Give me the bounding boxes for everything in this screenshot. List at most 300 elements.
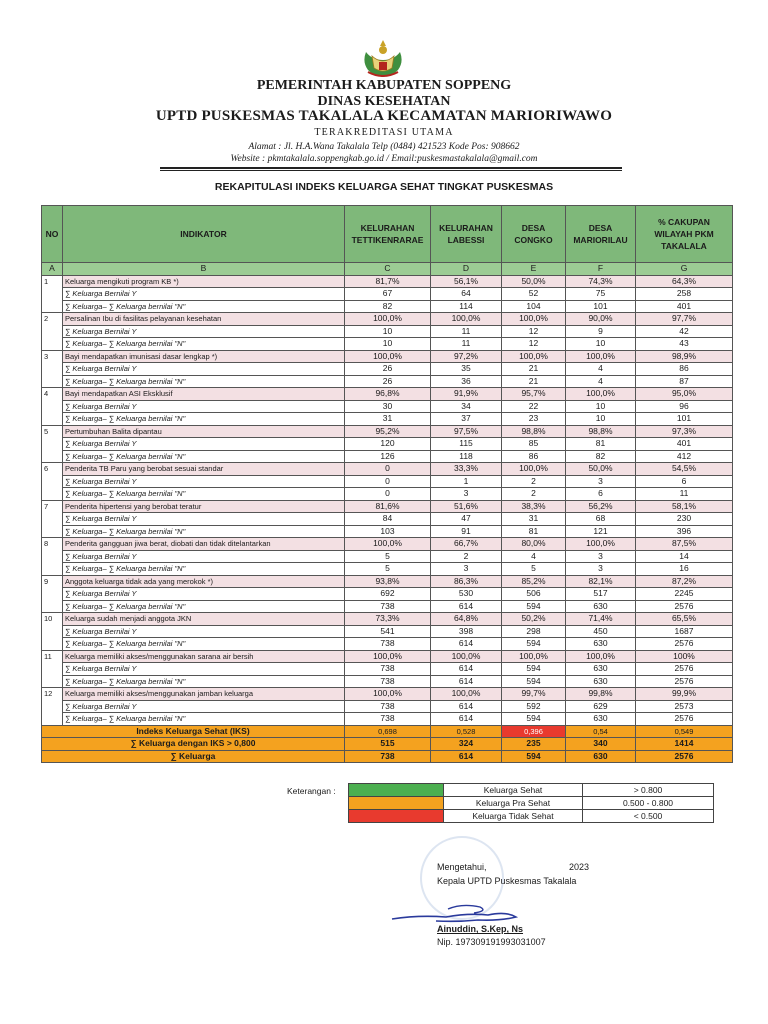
count-n-cell: 114 <box>431 300 502 313</box>
indicator-percent-cell: 95,0% <box>636 388 733 401</box>
count-y-cell: 86 <box>636 363 733 376</box>
count-y-cell: 3 <box>566 475 636 488</box>
count-y-cell: 630 <box>566 663 636 676</box>
indicator-name: Bayi mendapatkan ASI Eksklusif <box>63 388 345 401</box>
count-n-cell: 10 <box>566 338 636 351</box>
indicator-number: 4 <box>42 388 63 426</box>
indicator-percent-cell: 100,0% <box>345 538 431 551</box>
iks-recap-table <box>41 205 733 763</box>
indicator-percent-cell: 96,8% <box>345 388 431 401</box>
legend-range: > 0.800 <box>583 784 714 797</box>
indicator-percent-cell: 98,8% <box>566 425 636 438</box>
count-y-cell: 4 <box>502 550 566 563</box>
count-y-cell: 81 <box>566 438 636 451</box>
count-n-cell: 82 <box>345 300 431 313</box>
count-y-cell: 614 <box>431 663 502 676</box>
indicator-name: Keluarga memiliki akses/menggunakan jamban keluarga <box>63 688 345 701</box>
indicator-percent-cell: 99,8% <box>566 688 636 701</box>
count-n-row <box>42 563 733 576</box>
summary-value-cell: 594 <box>502 750 566 763</box>
soppeng-regency-emblem-icon <box>358 38 408 80</box>
count-y-cell: 2576 <box>636 663 733 676</box>
legend-swatch <box>349 797 444 810</box>
table-body <box>42 263 733 763</box>
count-n-cell: 594 <box>502 638 566 651</box>
count-n-cell: 614 <box>431 600 502 613</box>
indicator-percent-cell: 87,2% <box>636 575 733 588</box>
summary-value-cell: 630 <box>566 750 636 763</box>
count-n-cell: 738 <box>345 675 431 688</box>
count-y-cell: 629 <box>566 700 636 713</box>
summary-value-cell: 0,698 <box>345 725 431 738</box>
letterhead-institution: UPTD PUSKESMAS TAKALALA KECAMATAN MARIORIWAWO <box>155 108 613 124</box>
letter-cell: A <box>42 263 63 276</box>
count-n-cell: 3 <box>566 563 636 576</box>
count-n-row <box>42 300 733 313</box>
count-n-cell: 738 <box>345 638 431 651</box>
signature-known: Mengetahui, <box>437 862 487 872</box>
indicator-percent-cell: 54,5% <box>636 463 733 476</box>
letterhead-accreditation: TERAKREDITASI UTAMA <box>314 127 454 138</box>
header-col-d: KELURAHAN LABESSI <box>431 206 502 263</box>
indicator-number: 1 <box>42 275 63 313</box>
indicator-percent-cell: 87,5% <box>636 538 733 551</box>
legend-row <box>349 810 714 823</box>
indicator-percent-cell: 82,1% <box>566 575 636 588</box>
count-n-cell: 614 <box>431 675 502 688</box>
count-y-cell: 594 <box>502 663 566 676</box>
letterhead-government: PEMERINTAH KABUPATEN SOPPENG <box>256 78 512 93</box>
indicator-name: Keluarga memiliki akses/menggunakan sarana air bersih <box>63 650 345 663</box>
count-n-row <box>42 488 733 501</box>
letter-cell: G <box>636 263 733 276</box>
indicator-number: 2 <box>42 313 63 351</box>
indicator-number: 7 <box>42 500 63 538</box>
count-n-cell: 412 <box>636 450 733 463</box>
count-y-row <box>42 288 733 301</box>
count-n-label: ∑ Keluarga– ∑ Keluarga bernilai "N" <box>63 488 345 501</box>
count-y-label: ∑ Keluarga Bernilai Y <box>63 513 345 526</box>
count-y-cell: 22 <box>502 400 566 413</box>
count-y-cell: 31 <box>502 513 566 526</box>
count-y-row <box>42 625 733 638</box>
indicator-percent-cell: 100,0% <box>502 350 566 363</box>
count-n-cell: 2576 <box>636 600 733 613</box>
indicator-row <box>42 500 733 513</box>
letterhead-website: Website : pkmtakalala.soppengkab.go.id / Email:puskesmastakalala@gmail.com <box>230 154 538 164</box>
summary-value-cell: 738 <box>345 750 431 763</box>
count-n-cell: 104 <box>502 300 566 313</box>
count-y-cell: 530 <box>431 588 502 601</box>
summary-value-cell: 2576 <box>636 750 733 763</box>
count-n-row <box>42 638 733 651</box>
indicator-row <box>42 350 733 363</box>
count-n-cell: 5 <box>502 563 566 576</box>
indicator-number: 11 <box>42 650 63 688</box>
indicator-percent-cell: 80,0% <box>502 538 566 551</box>
indicator-percent-cell: 73,3% <box>345 613 431 626</box>
count-y-cell: 2 <box>502 475 566 488</box>
indicator-percent-cell: 95,7% <box>502 388 566 401</box>
count-n-cell: 2 <box>502 488 566 501</box>
count-y-cell: 738 <box>345 700 431 713</box>
count-y-cell: 5 <box>345 550 431 563</box>
letterhead-rule-thin <box>160 170 622 171</box>
count-y-cell: 692 <box>345 588 431 601</box>
summary-label: ∑ Keluarga <box>42 750 345 763</box>
count-n-label: ∑ Keluarga– ∑ Keluarga bernilai "N" <box>63 300 345 313</box>
legend-name: Keluarga Tidak Sehat <box>444 810 583 823</box>
summary-row <box>42 725 733 738</box>
count-y-cell: 21 <box>502 363 566 376</box>
indicator-number: 5 <box>42 425 63 463</box>
indicator-name: Keluarga sudah menjadi anggota JKN <box>63 613 345 626</box>
count-n-cell: 11 <box>431 338 502 351</box>
count-n-cell: 86 <box>502 450 566 463</box>
summary-value-cell: 324 <box>431 738 502 751</box>
count-n-cell: 31 <box>345 413 431 426</box>
count-n-cell: 614 <box>431 638 502 651</box>
count-y-cell: 738 <box>345 663 431 676</box>
count-y-cell: 68 <box>566 513 636 526</box>
indicator-number: 3 <box>42 350 63 388</box>
indicator-percent-cell: 0 <box>345 463 431 476</box>
count-y-cell: 2245 <box>636 588 733 601</box>
indicator-percent-cell: 65,5% <box>636 613 733 626</box>
indicator-percent-cell: 90,0% <box>566 313 636 326</box>
count-n-cell: 26 <box>345 375 431 388</box>
summary-value-cell: 0,549 <box>636 725 733 738</box>
count-y-cell: 6 <box>636 475 733 488</box>
legend-range: 0.500 - 0.800 <box>583 797 714 810</box>
signature-position: Kepala UPTD Puskesmas Takalala <box>437 876 577 886</box>
count-y-label: ∑ Keluarga Bernilai Y <box>63 700 345 713</box>
count-y-row <box>42 663 733 676</box>
count-n-cell: 101 <box>636 413 733 426</box>
count-y-cell: 3 <box>566 550 636 563</box>
count-n-cell: 43 <box>636 338 733 351</box>
indicator-percent-cell: 50,0% <box>502 275 566 288</box>
count-n-cell: 630 <box>566 638 636 651</box>
count-n-cell: 3 <box>431 488 502 501</box>
count-y-cell: 230 <box>636 513 733 526</box>
count-y-row <box>42 325 733 338</box>
indicator-percent-cell: 100,0% <box>566 650 636 663</box>
count-n-cell: 2576 <box>636 713 733 726</box>
indicator-percent-cell: 100,0% <box>345 313 431 326</box>
summary-row <box>42 738 733 751</box>
count-y-label: ∑ Keluarga Bernilai Y <box>63 663 345 676</box>
count-y-cell: 84 <box>345 513 431 526</box>
summary-value-cell: 1414 <box>636 738 733 751</box>
count-y-cell: 52 <box>502 288 566 301</box>
count-n-cell: 87 <box>636 375 733 388</box>
count-y-label: ∑ Keluarga Bernilai Y <box>63 550 345 563</box>
count-y-row <box>42 588 733 601</box>
summary-label: Indeks Keluarga Sehat (IKS) <box>42 725 345 738</box>
indicator-percent-cell: 81,6% <box>345 500 431 513</box>
letter-cell: F <box>566 263 636 276</box>
count-n-label: ∑ Keluarga– ∑ Keluarga bernilai "N" <box>63 413 345 426</box>
count-y-label: ∑ Keluarga Bernilai Y <box>63 325 345 338</box>
indicator-name: Penderita hipertensi yang berobat teratur <box>63 500 345 513</box>
indicator-percent-cell: 38,3% <box>502 500 566 513</box>
legend-swatch <box>349 810 444 823</box>
indicator-percent-cell: 99,7% <box>502 688 566 701</box>
count-y-label: ∑ Keluarga Bernilai Y <box>63 400 345 413</box>
count-n-cell: 10 <box>566 413 636 426</box>
indicator-percent-cell: 100,0% <box>566 350 636 363</box>
indicator-row <box>42 388 733 401</box>
count-y-cell: 64 <box>431 288 502 301</box>
indicator-percent-cell: 50,2% <box>502 613 566 626</box>
letter-cell: D <box>431 263 502 276</box>
letterhead-department: DINAS KESEHATAN <box>317 94 451 109</box>
count-n-row <box>42 375 733 388</box>
count-n-cell: 0 <box>345 488 431 501</box>
count-y-label: ∑ Keluarga Bernilai Y <box>63 625 345 638</box>
indicator-percent-cell: 100,0% <box>431 688 502 701</box>
indicator-name: Keluarga mengikuti program KB *) <box>63 275 345 288</box>
indicator-percent-cell: 97,5% <box>431 425 502 438</box>
count-y-cell: 75 <box>566 288 636 301</box>
indicator-percent-cell: 33,3% <box>431 463 502 476</box>
header-no: NO <box>42 206 63 263</box>
letter-cell: B <box>63 263 345 276</box>
count-y-label: ∑ Keluarga Bernilai Y <box>63 363 345 376</box>
indicator-percent-cell: 100,0% <box>345 650 431 663</box>
count-y-cell: 506 <box>502 588 566 601</box>
count-n-row <box>42 600 733 613</box>
count-y-cell: 35 <box>431 363 502 376</box>
indicator-percent-cell: 100,0% <box>566 388 636 401</box>
count-y-cell: 541 <box>345 625 431 638</box>
count-y-row <box>42 475 733 488</box>
count-n-cell: 16 <box>636 563 733 576</box>
legend-range: < 0.500 <box>583 810 714 823</box>
count-n-row <box>42 338 733 351</box>
indicator-number: 9 <box>42 575 63 613</box>
indicator-percent-cell: 100,0% <box>502 650 566 663</box>
indicator-percent-cell: 98,8% <box>502 425 566 438</box>
indicator-percent-cell: 86,3% <box>431 575 502 588</box>
indicator-row <box>42 613 733 626</box>
count-y-row <box>42 400 733 413</box>
count-n-cell: 5 <box>345 563 431 576</box>
count-y-cell: 47 <box>431 513 502 526</box>
count-y-cell: 0 <box>345 475 431 488</box>
count-n-cell: 126 <box>345 450 431 463</box>
column-letter-row <box>42 263 733 276</box>
indicator-name: Pertumbuhan Balita dipantau <box>63 425 345 438</box>
count-n-cell: 630 <box>566 600 636 613</box>
count-y-cell: 258 <box>636 288 733 301</box>
count-n-cell: 12 <box>502 338 566 351</box>
count-n-cell: 121 <box>566 525 636 538</box>
count-n-label: ∑ Keluarga– ∑ Keluarga bernilai "N" <box>63 675 345 688</box>
count-n-cell: 10 <box>345 338 431 351</box>
count-n-label: ∑ Keluarga– ∑ Keluarga bernilai "N" <box>63 563 345 576</box>
indicator-row <box>42 313 733 326</box>
count-y-cell: 398 <box>431 625 502 638</box>
indicator-row <box>42 575 733 588</box>
count-n-cell: 2576 <box>636 638 733 651</box>
count-y-cell: 30 <box>345 400 431 413</box>
count-y-label: ∑ Keluarga Bernilai Y <box>63 588 345 601</box>
count-y-cell: 10 <box>345 325 431 338</box>
count-y-cell: 2 <box>431 550 502 563</box>
count-n-row <box>42 413 733 426</box>
summary-value-cell: 0,54 <box>566 725 636 738</box>
legend-row <box>349 784 714 797</box>
count-y-cell: 10 <box>566 400 636 413</box>
summary-value-cell: 0,528 <box>431 725 502 738</box>
indicator-percent-cell: 100,0% <box>345 688 431 701</box>
header-col-e: DESA CONGKO <box>502 206 566 263</box>
count-n-cell: 630 <box>566 713 636 726</box>
indicator-percent-cell: 58,1% <box>636 500 733 513</box>
count-n-cell: 37 <box>431 413 502 426</box>
indicator-percent-cell: 93,8% <box>345 575 431 588</box>
count-n-cell: 11 <box>636 488 733 501</box>
count-y-row <box>42 550 733 563</box>
summary-value-cell: 614 <box>431 750 502 763</box>
count-n-cell: 101 <box>566 300 636 313</box>
count-n-cell: 594 <box>502 600 566 613</box>
indicator-percent-cell: 100% <box>636 650 733 663</box>
count-n-label: ∑ Keluarga– ∑ Keluarga bernilai "N" <box>63 638 345 651</box>
signatory-nip: Nip. 197309191993031007 <box>437 937 546 947</box>
count-n-cell: 630 <box>566 675 636 688</box>
indicator-percent-cell: 51,6% <box>431 500 502 513</box>
indicator-percent-cell: 100,0% <box>566 538 636 551</box>
indicator-row <box>42 463 733 476</box>
count-n-cell: 118 <box>431 450 502 463</box>
summary-label: ∑ Keluarga dengan IKS > 0,800 <box>42 738 345 751</box>
count-n-cell: 6 <box>566 488 636 501</box>
count-y-cell: 1 <box>431 475 502 488</box>
count-n-label: ∑ Keluarga– ∑ Keluarga bernilai "N" <box>63 375 345 388</box>
header-col-c: KELURAHAN TETTIKENRARAE <box>345 206 431 263</box>
indicator-row <box>42 425 733 438</box>
indicator-percent-cell: 98,9% <box>636 350 733 363</box>
count-y-cell: 450 <box>566 625 636 638</box>
indicator-number: 12 <box>42 688 63 726</box>
count-y-cell: 4 <box>566 363 636 376</box>
indicator-name: Persalinan Ibu di fasilitas pelayanan kesehatan <box>63 313 345 326</box>
count-y-cell: 14 <box>636 550 733 563</box>
legend-table <box>348 783 714 823</box>
letterhead-address: Alamat : Jl. H.A.Wana Takalala Telp (0484) 421523 Kode Pos: 908662 <box>248 142 520 152</box>
legend-label: Keterangan : <box>287 786 336 796</box>
count-n-cell: 396 <box>636 525 733 538</box>
legend-swatch <box>349 784 444 797</box>
indicator-percent-cell: 50,0% <box>566 463 636 476</box>
count-n-label: ∑ Keluarga– ∑ Keluarga bernilai "N" <box>63 338 345 351</box>
count-y-cell: 67 <box>345 288 431 301</box>
count-y-cell: 120 <box>345 438 431 451</box>
indicator-percent-cell: 100,0% <box>502 313 566 326</box>
indicator-row <box>42 275 733 288</box>
count-n-cell: 594 <box>502 675 566 688</box>
indicator-name: Penderita gangguan jiwa berat, diobati dan tidak ditelantarkan <box>63 538 345 551</box>
letter-cell: C <box>345 263 431 276</box>
count-y-cell: 34 <box>431 400 502 413</box>
indicator-number: 10 <box>42 613 63 651</box>
document-title: REKAPITULASI INDEKS KELUARGA SEHAT TINGKAT PUSKESMAS <box>214 181 554 193</box>
count-y-cell: 96 <box>636 400 733 413</box>
count-y-cell: 1687 <box>636 625 733 638</box>
count-n-row <box>42 713 733 726</box>
header-indikator: INDIKATOR <box>63 206 345 263</box>
indicator-name: Anggota keluarga tidak ada yang merokok *) <box>63 575 345 588</box>
count-n-cell: 81 <box>502 525 566 538</box>
indicator-percent-cell: 85,2% <box>502 575 566 588</box>
indicator-percent-cell: 81,7% <box>345 275 431 288</box>
indicator-percent-cell: 56,1% <box>431 275 502 288</box>
indicator-percent-cell: 91,9% <box>431 388 502 401</box>
indicator-percent-cell: 100,0% <box>345 350 431 363</box>
count-n-cell: 3 <box>431 563 502 576</box>
legend-name: Keluarga Sehat <box>444 784 583 797</box>
indicator-percent-cell: 66,7% <box>431 538 502 551</box>
count-y-cell: 401 <box>636 438 733 451</box>
indicator-row <box>42 688 733 701</box>
count-n-cell: 4 <box>566 375 636 388</box>
count-y-label: ∑ Keluarga Bernilai Y <box>63 438 345 451</box>
count-n-cell: 82 <box>566 450 636 463</box>
count-y-cell: 42 <box>636 325 733 338</box>
signatory-name: Ainuddin, S.Kep, Ns <box>437 924 524 934</box>
indicator-percent-cell: 64,3% <box>636 275 733 288</box>
count-y-cell: 9 <box>566 325 636 338</box>
count-y-cell: 26 <box>345 363 431 376</box>
count-y-cell: 12 <box>502 325 566 338</box>
legend-name: Keluarga Pra Sehat <box>444 797 583 810</box>
summary-value-cell: 0,396 <box>502 725 566 738</box>
count-n-cell: 21 <box>502 375 566 388</box>
count-y-cell: 592 <box>502 700 566 713</box>
indicator-percent-cell: 64,8% <box>431 613 502 626</box>
count-n-cell: 36 <box>431 375 502 388</box>
indicator-percent-cell: 100,0% <box>502 463 566 476</box>
count-y-label: ∑ Keluarga Bernilai Y <box>63 288 345 301</box>
signature-year: 2023 <box>569 862 590 872</box>
count-y-cell: 11 <box>431 325 502 338</box>
count-y-row <box>42 363 733 376</box>
indicator-number: 6 <box>42 463 63 501</box>
summary-value-cell: 340 <box>566 738 636 751</box>
count-n-row <box>42 525 733 538</box>
count-n-cell: 594 <box>502 713 566 726</box>
indicator-percent-cell: 97,3% <box>636 425 733 438</box>
count-n-label: ∑ Keluarga– ∑ Keluarga bernilai "N" <box>63 525 345 538</box>
header-col-f: DESA MARIORILAU <box>566 206 636 263</box>
count-n-cell: 2576 <box>636 675 733 688</box>
count-n-cell: 91 <box>431 525 502 538</box>
count-n-label: ∑ Keluarga– ∑ Keluarga bernilai "N" <box>63 600 345 613</box>
count-y-label: ∑ Keluarga Bernilai Y <box>63 475 345 488</box>
indicator-name: Bayi mendapatkan imunisasi dasar lengkap *) <box>63 350 345 363</box>
indicator-percent-cell: 97,2% <box>431 350 502 363</box>
indicator-percent-cell: 74,3% <box>566 275 636 288</box>
indicator-percent-cell: 100,0% <box>431 313 502 326</box>
letterhead-rule <box>160 167 622 169</box>
summary-row <box>42 750 733 763</box>
letter-cell: E <box>502 263 566 276</box>
count-y-cell: 85 <box>502 438 566 451</box>
indicator-percent-cell: 95,2% <box>345 425 431 438</box>
